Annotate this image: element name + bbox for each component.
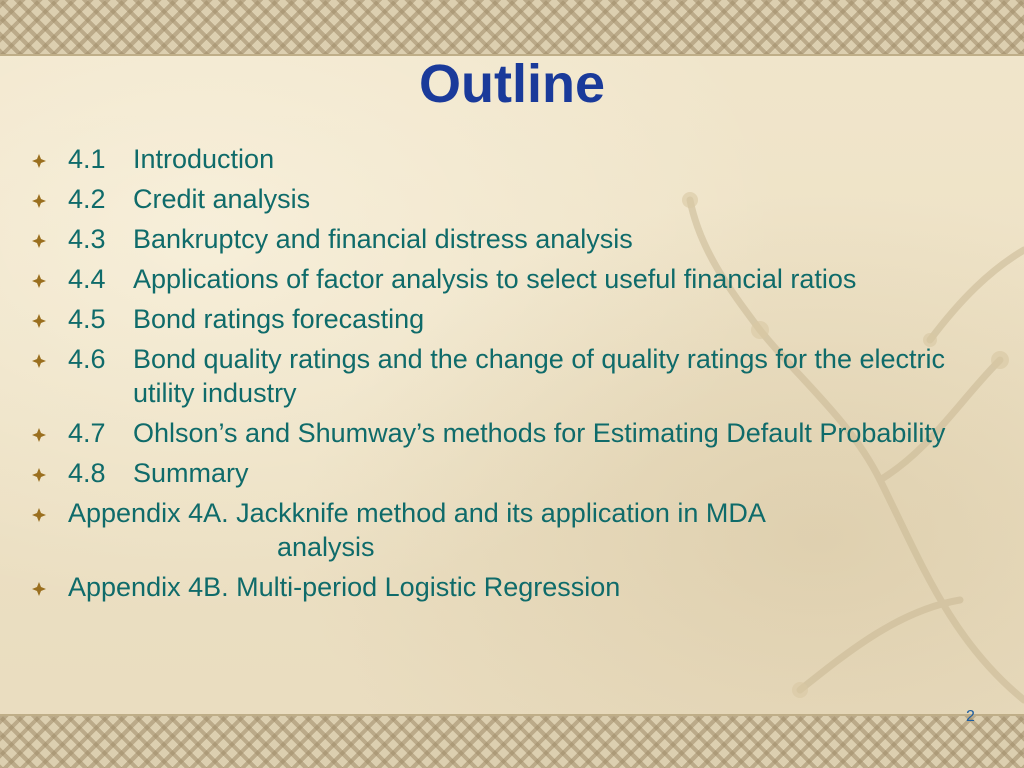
diamond-bullet-icon bbox=[32, 182, 68, 208]
item-text: Bankruptcy and financial distress analysis bbox=[133, 224, 633, 254]
list-item bbox=[32, 262, 1007, 296]
list-item bbox=[32, 456, 1007, 490]
diamond-bullet-icon bbox=[32, 342, 68, 368]
bottom-decorative-border bbox=[0, 714, 1024, 768]
page-number: 2 bbox=[966, 708, 975, 725]
diamond-bullet-icon bbox=[32, 416, 68, 442]
diamond-bullet-icon bbox=[32, 496, 68, 522]
slide-title: Outline bbox=[419, 54, 605, 114]
item-text: Credit analysis bbox=[133, 184, 311, 214]
list-item bbox=[32, 416, 1007, 450]
list-item bbox=[32, 570, 1007, 604]
list-item bbox=[32, 222, 1007, 256]
item-text: Introduction bbox=[133, 144, 275, 174]
item-text: Applications of factor analysis to select useful financial ratios bbox=[133, 264, 857, 294]
item-text: Appendix 4B. Multi-period Logistic Regression bbox=[68, 572, 621, 602]
item-text: Summary bbox=[133, 458, 249, 488]
list-item bbox=[32, 142, 1007, 176]
list-item bbox=[32, 496, 1007, 564]
item-number: 4.5 bbox=[68, 304, 106, 334]
list-item bbox=[32, 182, 1007, 216]
item-text-block bbox=[68, 496, 1007, 564]
list-item bbox=[32, 302, 1007, 336]
diamond-bullet-icon bbox=[32, 302, 68, 328]
outline-list bbox=[32, 142, 1007, 610]
item-number: 4.8 bbox=[68, 458, 106, 488]
diamond-bullet-icon bbox=[32, 456, 68, 482]
diamond-bullet-icon bbox=[32, 142, 68, 168]
item-text-continuation: analysis bbox=[277, 532, 375, 562]
item-number: 4.2 bbox=[68, 184, 106, 214]
diamond-bullet-icon bbox=[32, 222, 68, 248]
diamond-bullet-icon bbox=[32, 570, 68, 596]
item-text: Bond quality ratings and the change of quality ratings for the electric utility industry bbox=[133, 344, 945, 408]
item-text: Ohlson’s and Shumway’s methods for Estimating Default Probability bbox=[133, 418, 946, 448]
item-number: 4.6 bbox=[68, 344, 106, 374]
item-number: 4.7 bbox=[68, 418, 106, 448]
list-item bbox=[32, 342, 1007, 410]
item-text: Bond ratings forecasting bbox=[133, 304, 425, 334]
item-number: 4.1 bbox=[68, 144, 106, 174]
item-text: Appendix 4A. Jackknife method and its application in MDA bbox=[68, 498, 766, 528]
diamond-bullet-icon bbox=[32, 262, 68, 288]
item-number: 4.3 bbox=[68, 224, 106, 254]
item-number: 4.4 bbox=[68, 264, 106, 294]
